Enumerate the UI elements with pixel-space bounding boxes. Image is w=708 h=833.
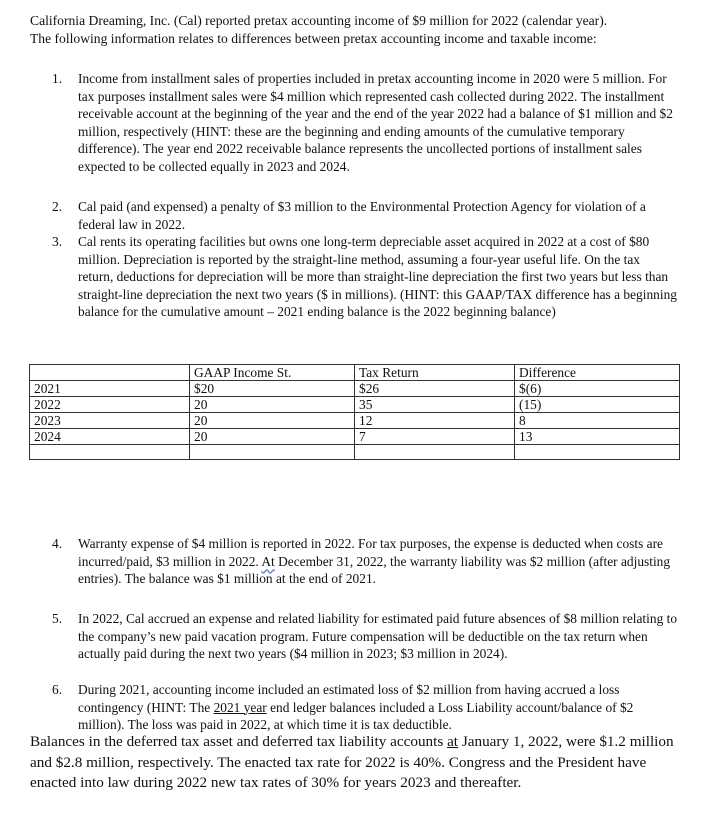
table-cell: 2021	[30, 381, 190, 397]
table-cell	[30, 445, 190, 460]
table-cell: 20	[190, 397, 355, 413]
table-cell: 7	[355, 429, 515, 445]
closing-paragraph	[30, 732, 690, 794]
intro-line-1: California Dreaming, Inc. (Cal) reported pretax accounting income of $9 million for 2022 (calendar year).	[30, 13, 608, 28]
closing-text-part: Balances in the deferred tax asset and deferred tax liability accounts	[30, 733, 448, 750]
list-item-text-part: end ledger balances included a Loss Liability account/balance of $2 million). The loss was paid in 2022, at which time it is tax deductible.	[78, 699, 634, 732]
list-item-text-part: During 2021, accounting income included an estimated loss of $2 million from having accrued a loss contingency (HINT: The	[78, 682, 620, 715]
table-header-cell: Difference	[515, 365, 680, 381]
table-cell: 20	[190, 413, 355, 429]
list-item-number: 5.	[52, 611, 63, 626]
underlined-word: At	[261, 553, 275, 569]
list-item-number: 6.	[52, 682, 63, 697]
closing-text-part: January 1, 2022, were $1.2 million and $2.8 million, respectively. The enacted tax rate for 2022 is 40%. Congress and the President have enacted into law during 2022 new tax rates of 30% for years 2023 and thereafter.	[30, 733, 674, 791]
underlined-phrase: 2021 year	[213, 699, 267, 715]
table-row	[30, 381, 680, 397]
table-header-cell: Tax Return	[355, 365, 515, 381]
table-cell: 2024	[30, 429, 190, 445]
table-cell: 2023	[30, 413, 190, 429]
list-item-text: Cal paid (and expensed) a penalty of $3 million to the Environmental Protection Agency for violation of a federal law in 2022.	[78, 199, 646, 232]
table-cell	[515, 445, 680, 460]
list-item-text: Cal rents its operating facilities but owns one long-term depreciable asset acquired in 2022 at a cost of $80 million. Depreciation is reported by the straight-line method, assuming a four-year useful life. On the tax return, deductions for depreciation will be more than straight-line depreciation the first two years but less than straight-line depreciation the next two years ($ in millions). (HINT: this GAAP/TAX difference has a beginning balance for the cumulative amount – 2021 ending balance is the 2022 beginning balance)	[78, 234, 677, 319]
list-item-text-part: December 31, 2022, the warranty liability was $2 million (after adjusting entries). The balance was $1 million at the end of 2021.	[78, 553, 671, 586]
table-cell: $(6)	[515, 381, 680, 397]
list-item-number: 3.	[52, 234, 63, 249]
table-row	[30, 445, 680, 460]
table-cell: (15)	[515, 397, 680, 413]
table-cell: $20	[190, 381, 355, 397]
table-header-row	[30, 365, 680, 381]
table-header-cell	[30, 365, 190, 381]
table-cell: 12	[355, 413, 515, 429]
underlined-word: at	[447, 733, 459, 750]
list-item-text: Income from installment sales of properties included in pretax accounting income in 2020 were 5 million. For tax purposes installment sales were $4 million which represented cash collected during 2022. The installment receivable account at the beginning of the year and the end of the year 2022 had a balance of $1 million and $2 million, respectively (HINT: these are the beginning and ending amounts of the cumulative temporary difference). The year end 2022 receivable balance represents the uncollected portions of installment sales expected to be collected equally in 2023 and 2024.	[78, 71, 673, 174]
list-item-text	[78, 681, 678, 734]
list-item-number: 2.	[52, 199, 63, 214]
table-cell: 20	[190, 429, 355, 445]
table-cell: 35	[355, 397, 515, 413]
list-item-number: 1.	[52, 71, 63, 86]
list-item-text-part: Warranty expense of $4 million is reported in 2022. For tax purposes, the expense is deducted when costs are incurred/paid, $3 million in 2022.	[78, 536, 663, 569]
list-item-number: 4.	[52, 536, 63, 551]
depreciation-difference-table	[29, 364, 680, 460]
list-item-text: In 2022, Cal accrued an expense and related liability for estimated paid future absences of $8 million relating to the company’s new paid vacation program. Future compensation will be deductible on the tax return when actually paid during the next two years ($4 million in 2023; $3 million in 2024).	[78, 611, 678, 661]
table-row	[30, 413, 680, 429]
intro-paragraph	[30, 12, 695, 48]
list-item-text	[78, 535, 678, 588]
table-cell	[355, 445, 515, 460]
table-row	[30, 397, 680, 413]
table-row	[30, 429, 680, 445]
intro-line-2: The following information relates to differences between pretax accounting income and taxable income:	[30, 31, 597, 46]
table-cell	[190, 445, 355, 460]
table-cell: 8	[515, 413, 680, 429]
table-cell: 13	[515, 429, 680, 445]
table-header-cell: GAAP Income St.	[190, 365, 355, 381]
table-cell: 2022	[30, 397, 190, 413]
table-cell: $26	[355, 381, 515, 397]
